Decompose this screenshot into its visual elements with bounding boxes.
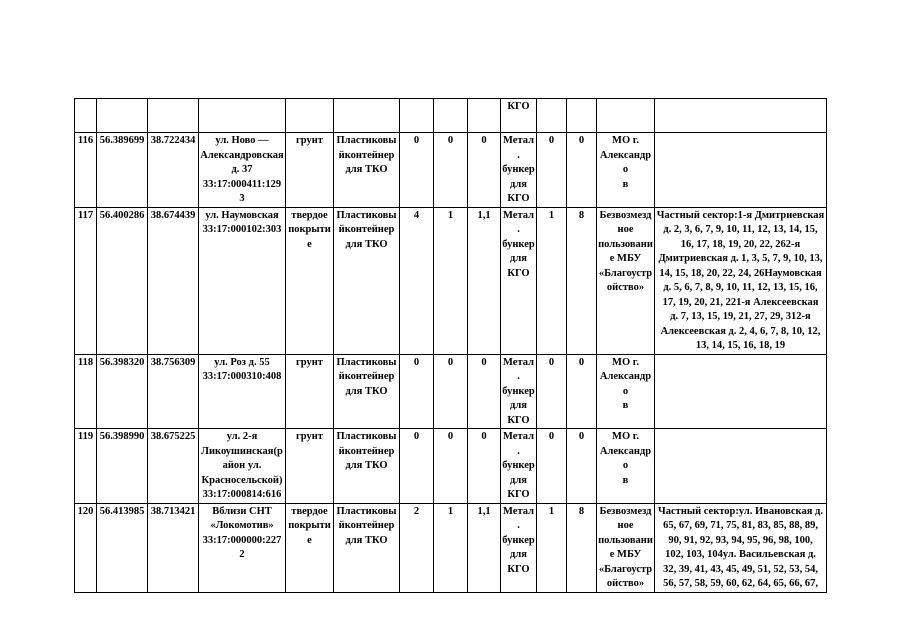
- container-count-cell: 0: [400, 133, 434, 208]
- registry-table: [74, 98, 827, 593]
- address-cell: ул. Ново — Александровская д. 37 33:17:000411:129 3: [199, 133, 286, 208]
- longitude-cell: 38.674439: [148, 207, 199, 354]
- latitude-cell: 56.398320: [97, 354, 148, 429]
- container-volume-count-cell: [434, 99, 468, 133]
- container-volume-count-cell: 0: [434, 133, 468, 208]
- container-volume-cell: [468, 99, 501, 133]
- row-number-cell: 120: [75, 503, 97, 592]
- container-count-cell: 4: [400, 207, 434, 354]
- container-count-cell: 0: [400, 354, 434, 429]
- bunker-count-cell: 0: [537, 354, 567, 429]
- container-cell: Пластиковы йконтейнер для ТКО: [334, 429, 400, 504]
- bunker-cell: Метал. бункер для КГО: [501, 207, 537, 354]
- container-volume-cell: 0: [468, 133, 501, 208]
- container-volume-cell: 0: [468, 354, 501, 429]
- container-volume-cell: 1,1: [468, 207, 501, 354]
- served-area-cell: [655, 354, 827, 429]
- table-row: [75, 207, 827, 354]
- row-number-cell: 117: [75, 207, 97, 354]
- container-cell: Пластиковы йконтейнер для ТКО: [334, 503, 400, 592]
- bunker-cell: Метал. бункер для КГО: [501, 354, 537, 429]
- container-count-cell: 2: [400, 503, 434, 592]
- container-volume-count-cell: 1: [434, 207, 468, 354]
- surface-cell: грунт: [286, 354, 334, 429]
- served-area-cell: Частный сектор:1-я Дмитриевская д. 2, 3, 6, 7, 9, 10, 11, 12, 13, 14, 15, 16, 17, 18, 19, 20, 22, 262-я Дмитриевская д. 1, 3, 5, 7, 9, 10, 13, 14, 15, 18, 20, 22, 24, 26Наумовская д. 5, 6, 7, 8, 9, 10, 11, 12, 13, 15, 16, 17, 19, 20, 21, 221-я Алексеевская д. 7, 13, 15, 19, 21, 27, 29, 312-я Алексеевская д. 2, 4, 6, 7, 8, 10, 12, 13, 14, 15, 16, 18, 19: [655, 207, 827, 354]
- address-cell: ул. Роз д. 55 33:17:000310:408: [199, 354, 286, 429]
- address-cell: [199, 99, 286, 133]
- latitude-cell: [97, 99, 148, 133]
- surface-cell: твердое покрытие: [286, 503, 334, 592]
- bunker-volume-cell: [567, 99, 597, 133]
- longitude-cell: 38.756309: [148, 354, 199, 429]
- bunker-cell: КГО: [501, 99, 537, 133]
- owner-cell: МО г. Александро в: [597, 429, 655, 504]
- container-volume-cell: 0: [468, 429, 501, 504]
- owner-cell: [597, 99, 655, 133]
- bunker-volume-cell: 8: [567, 207, 597, 354]
- bunker-count-cell: 1: [537, 207, 567, 354]
- longitude-cell: [148, 99, 199, 133]
- bunker-count-cell: 0: [537, 133, 567, 208]
- container-volume-count-cell: 0: [434, 429, 468, 504]
- table-row: [75, 429, 827, 504]
- table-row: [75, 133, 827, 208]
- longitude-cell: 38.722434: [148, 133, 199, 208]
- bunker-count-cell: 1: [537, 503, 567, 592]
- container-cell: Пластиковы йконтейнер для ТКО: [334, 354, 400, 429]
- bunker-volume-cell: 8: [567, 503, 597, 592]
- bunker-cell: Метал. бункер для КГО: [501, 133, 537, 208]
- container-cell: Пластиковы йконтейнер для ТКО: [334, 207, 400, 354]
- owner-cell: Безвозмезд ное пользовани е МБУ «Благоустр ойство»: [597, 503, 655, 592]
- container-cell: [334, 99, 400, 133]
- container-volume-cell: 1,1: [468, 503, 501, 592]
- latitude-cell: 56.389699: [97, 133, 148, 208]
- container-cell: Пластиковы йконтейнер для ТКО: [334, 133, 400, 208]
- container-count-cell: 0: [400, 429, 434, 504]
- latitude-cell: 56.398990: [97, 429, 148, 504]
- surface-cell: грунт: [286, 429, 334, 504]
- owner-cell: Безвозмезд ное пользовани е МБУ «Благоустр ойство»: [597, 207, 655, 354]
- surface-cell: твердое покрытие: [286, 207, 334, 354]
- longitude-cell: 38.713421: [148, 503, 199, 592]
- bunker-volume-cell: 0: [567, 429, 597, 504]
- latitude-cell: 56.413985: [97, 503, 148, 592]
- served-area-cell: [655, 99, 827, 133]
- bunker-count-cell: [537, 99, 567, 133]
- bunker-cell: Метал. бункер для КГО: [501, 503, 537, 592]
- table-row: [75, 354, 827, 429]
- row-number-cell: 118: [75, 354, 97, 429]
- longitude-cell: 38.675225: [148, 429, 199, 504]
- surface-cell: [286, 99, 334, 133]
- table-row: [75, 99, 827, 133]
- bunker-cell: Метал. бункер для КГО: [501, 429, 537, 504]
- latitude-cell: 56.400286: [97, 207, 148, 354]
- served-area-cell: [655, 133, 827, 208]
- bunker-volume-cell: 0: [567, 133, 597, 208]
- surface-cell: грунт: [286, 133, 334, 208]
- row-number-cell: 119: [75, 429, 97, 504]
- container-count-cell: [400, 99, 434, 133]
- address-cell: ул. Наумовская 33:17:000102:303: [199, 207, 286, 354]
- container-volume-count-cell: 0: [434, 354, 468, 429]
- bunker-volume-cell: 0: [567, 354, 597, 429]
- row-number-cell: [75, 99, 97, 133]
- owner-cell: МО г. Александро в: [597, 133, 655, 208]
- bunker-count-cell: 0: [537, 429, 567, 504]
- address-cell: ул. 2-я Ликоушинская(р айон ул. Красносельской) 33:17:000814:616: [199, 429, 286, 504]
- owner-cell: МО г. Александро в: [597, 354, 655, 429]
- row-number-cell: 116: [75, 133, 97, 208]
- served-area-cell: [655, 429, 827, 504]
- address-cell: Вблизи СНТ «Локомотив» 33:17:000000:227 2: [199, 503, 286, 592]
- served-area-cell: Частный сектор:ул. Ивановская д. 65, 67, 69, 71, 75, 81, 83, 85, 88, 89, 90, 91, 92, 93, 94, 95, 96, 98, 100, 102, 103, 104ул. Васильевская д. 32, 39, 41, 43, 45, 49, 51, 52, 53, 54, 56, 57, 58, 59, 60, 62, 64, 65, 66, 67,: [655, 503, 827, 592]
- table-row: [75, 503, 827, 592]
- container-volume-count-cell: 1: [434, 503, 468, 592]
